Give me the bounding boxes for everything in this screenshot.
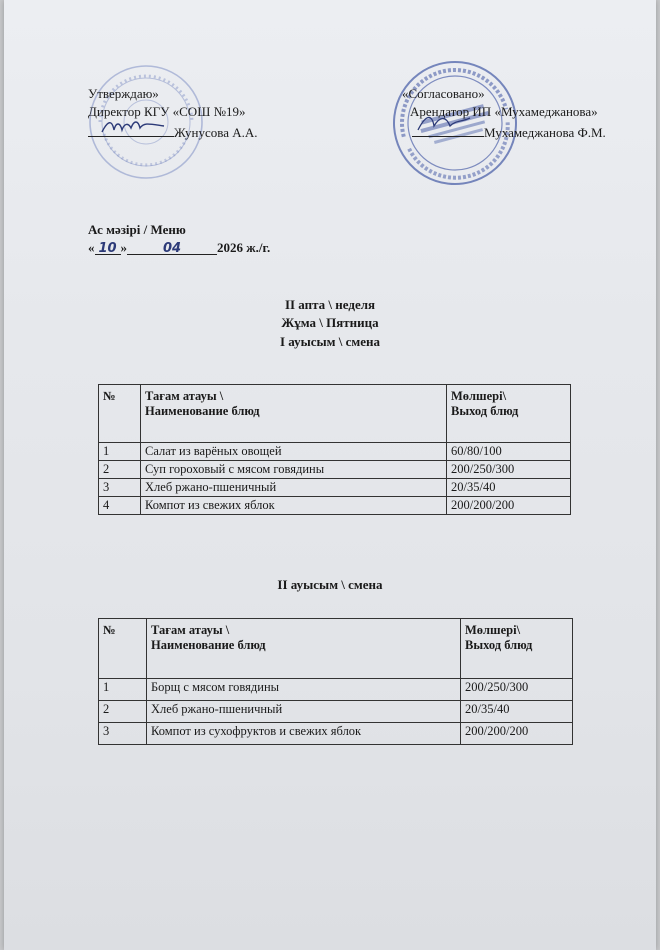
row-dish-name: Хлеб ржано-пшеничный (147, 701, 461, 723)
agree-signature-blank (412, 122, 484, 137)
row-dish-name: Суп гороховый с мясом говядины (141, 461, 447, 479)
table-row (99, 479, 571, 497)
header-number: № (99, 619, 147, 679)
row-number: 3 (99, 723, 147, 745)
header-output-kz: Мөлшері\ (451, 389, 507, 403)
header-dish-name (147, 619, 461, 679)
row-number: 4 (99, 497, 141, 515)
row-number: 2 (99, 461, 141, 479)
approve-line1: Утверждаю» (88, 86, 159, 101)
row-output: 20/35/40 (447, 479, 571, 497)
menu-title: Ас мәзірі / Меню (88, 222, 186, 237)
table-row (99, 443, 571, 461)
table-header-row (99, 385, 571, 443)
row-dish-name: Компот из сухофруктов и свежих яблок (147, 723, 461, 745)
date-day-handwritten: 10 (98, 241, 117, 256)
row-number: 1 (99, 443, 141, 461)
shift1-heading: I ауысым \ смена (279, 334, 381, 349)
day-heading: Жұма \ Пятница (281, 315, 379, 330)
week-heading: II апта \ неделя (284, 297, 376, 312)
row-output: 200/250/300 (447, 461, 571, 479)
header-dish-name (141, 385, 447, 443)
handwritten-signature-director (98, 116, 168, 138)
row-output: 200/250/300 (461, 679, 573, 701)
row-output: 60/80/100 (447, 443, 571, 461)
date-quote-close: » (120, 240, 127, 255)
header-dish-name-kz: Тағам атауы \ (145, 389, 224, 403)
menu-date (88, 240, 270, 256)
date-month-blank (127, 240, 217, 255)
table-row (99, 461, 571, 479)
handwritten-signature-arendator (412, 112, 484, 136)
row-dish-name: Борщ с мясом говядины (147, 679, 461, 701)
row-number: 2 (99, 701, 147, 723)
agree-line2: Арендатор ИП «Мухамеджанова» (410, 104, 598, 119)
row-number: 1 (99, 679, 147, 701)
header-output (447, 385, 571, 443)
agree-signature-line (412, 122, 606, 141)
row-dish-name: Хлеб ржано-пшеничный (141, 479, 447, 497)
table-row (99, 679, 573, 701)
header-dish-name-kz: Тағам атауы \ (151, 623, 230, 637)
row-number: 3 (99, 479, 141, 497)
header-dish-name-ru: Наименование блюд (151, 638, 266, 652)
shift2-heading: II ауысым \ смена (277, 577, 383, 592)
header-dish-name-ru: Наименование блюд (145, 404, 260, 418)
row-dish-name: Компот из свежих яблок (141, 497, 447, 515)
header-output-kz: Мөлшері\ (465, 623, 521, 637)
table-row (99, 497, 571, 515)
approve-line2: Директор КГУ «СОШ №19» (88, 104, 246, 119)
date-day-blank (95, 240, 121, 255)
date-year: 2026 ж./г. (217, 240, 271, 255)
row-output: 20/35/40 (461, 701, 573, 723)
header-output-ru: Выход блюд (451, 404, 519, 418)
row-output: 200/200/200 (461, 723, 573, 745)
table-row (99, 723, 573, 745)
table-row (99, 701, 573, 723)
document-page (4, 0, 656, 950)
table-header-row (99, 619, 573, 679)
date-month-handwritten: 04 (162, 241, 182, 256)
approve-signature-blank (88, 122, 174, 137)
shift1-menu-table (98, 384, 571, 515)
row-dish-name: Салат из варёных овощей (141, 443, 447, 461)
date-quote-open: « (88, 240, 95, 255)
approve-signature-name: Жунусова А.А. (174, 125, 258, 140)
agree-signature-name: Мухамеджанова Ф.М. (484, 125, 606, 140)
header-output-ru: Выход блюд (465, 638, 533, 652)
approve-signature-line (88, 122, 258, 141)
header-number: № (99, 385, 141, 443)
header-output (461, 619, 573, 679)
agree-line1: «Согласовано» (402, 86, 485, 101)
row-output: 200/200/200 (447, 497, 571, 515)
shift2-menu-table (98, 618, 573, 745)
